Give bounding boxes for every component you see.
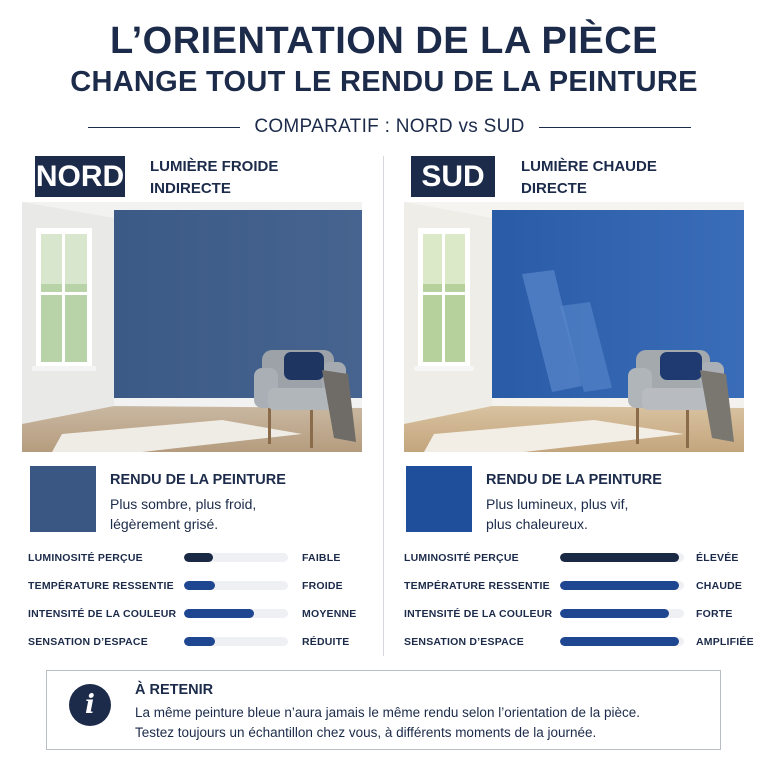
column-divider [383, 156, 384, 656]
nord-rendu-line2: légèrement grisé. [110, 516, 219, 532]
nord-column [22, 0, 382, 768]
metric-label: INTENSITÉ DE LA COULEUR [28, 608, 177, 620]
sud-rendu-line2: plus chaleureux. [486, 516, 588, 532]
metric-bar [560, 553, 684, 562]
page-title-line1: L’ORIENTATION DE LA PIÈCE [109, 20, 659, 62]
retenir-line1: La même peinture bleue n’aura jamais le même rendu selon l’orientation de la pièce. [135, 705, 641, 720]
metric-bar-fill [184, 553, 213, 562]
sud-light-line2: DIRECTE [521, 180, 587, 197]
metric-value: FROIDE [302, 580, 343, 592]
retenir-box [46, 670, 721, 750]
metric-value: AMPLIFIÉE [696, 636, 754, 648]
metric-label: SENSATION D’ESPACE [404, 636, 524, 648]
nord-light-description [150, 156, 278, 200]
metric-bar-fill [560, 553, 679, 562]
metric-bar [184, 581, 288, 590]
sud-light-line1: LUMIÈRE CHAUDE [521, 158, 657, 175]
metric-value: MOYENNE [302, 608, 357, 620]
metric-label: TEMPÉRATURE RESSENTIE [404, 580, 550, 592]
nord-metric-temperature [22, 578, 382, 594]
sud-metric-espace [404, 634, 764, 650]
nord-light-line2: INDIRECTE [150, 180, 231, 197]
sud-badge: SUD [411, 156, 495, 197]
metric-value: RÉDUITE [302, 636, 350, 648]
nord-room-illustration [22, 202, 362, 452]
metric-bar-fill [184, 609, 254, 618]
sud-metric-luminosite [404, 550, 764, 566]
metric-bar-fill [184, 637, 215, 646]
retenir-title: À RETENIR [135, 682, 214, 698]
info-icon: i [69, 684, 111, 726]
nord-metric-intensite [22, 606, 382, 622]
metric-bar-fill [560, 637, 679, 646]
nord-rendu-line1: Plus sombre, plus froid, [110, 496, 257, 512]
sud-rendu-title: RENDU DE LA PEINTURE [486, 472, 662, 488]
nord-paint-swatch [30, 466, 96, 532]
metric-label: TEMPÉRATURE RESSENTIE [28, 580, 174, 592]
metric-value: FAIBLE [302, 552, 341, 564]
sud-light-description [521, 156, 657, 200]
nord-light-line1: LUMIÈRE FROIDE [150, 158, 279, 175]
metric-bar [184, 609, 288, 618]
page-title-line2: CHANGE TOUT LE RENDU DE LA PEINTURE [70, 66, 698, 98]
nord-metric-espace [22, 634, 382, 650]
sud-room-illustration [404, 202, 744, 452]
nord-rendu-description [110, 494, 310, 534]
sud-paint-swatch [406, 466, 472, 532]
nord-rendu-title: RENDU DE LA PEINTURE [110, 472, 286, 488]
sud-rendu-line1: Plus lumineux, plus vif, [486, 496, 629, 512]
metric-bar [560, 637, 684, 646]
metric-bar [560, 581, 684, 590]
sud-column [404, 0, 764, 768]
nord-metric-luminosite [22, 550, 382, 566]
sud-rendu-description [486, 494, 686, 534]
metric-bar [560, 609, 684, 618]
metric-bar [184, 637, 288, 646]
metric-value: FORTE [696, 608, 733, 620]
metric-value: CHAUDE [696, 580, 743, 592]
metric-value: ÉLEVÉE [696, 552, 739, 564]
retenir-line2: Testez toujours un échantillon chez vous, à différents moments de la journée. [135, 725, 597, 740]
metric-bar-fill [184, 581, 215, 590]
subtitle-text: COMPARATIF : NORD vs SUD [254, 116, 525, 137]
sud-metric-temperature [404, 578, 764, 594]
metric-bar-fill [560, 581, 679, 590]
metric-bar [184, 553, 288, 562]
sud-metric-intensite [404, 606, 764, 622]
metric-label: SENSATION D’ESPACE [28, 636, 148, 648]
metric-label: LUMINOSITÉ PERÇUE [404, 552, 519, 564]
metric-bar-fill [560, 609, 669, 618]
metric-label: LUMINOSITÉ PERÇUE [28, 552, 143, 564]
metric-label: INTENSITÉ DE LA COULEUR [404, 608, 553, 620]
nord-badge: NORD [35, 156, 125, 197]
